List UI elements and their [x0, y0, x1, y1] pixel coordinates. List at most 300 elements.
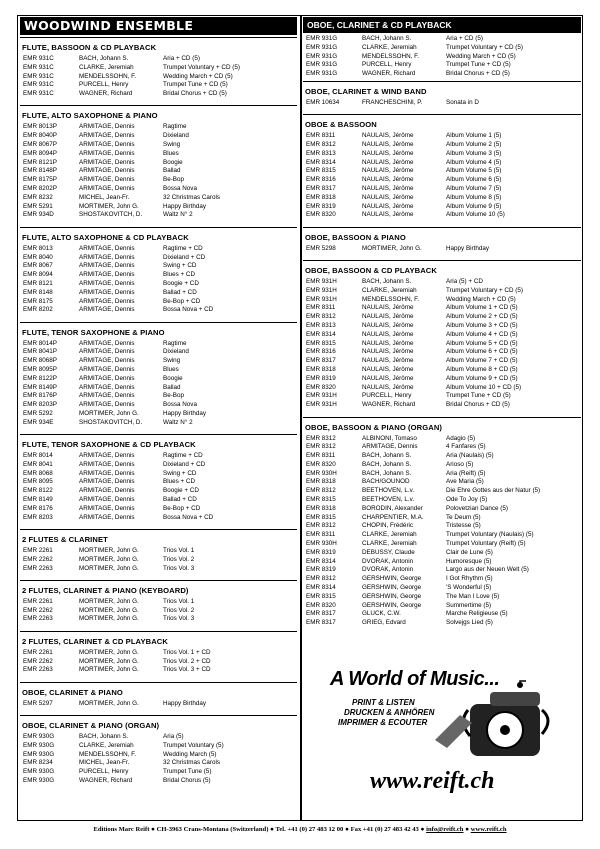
- catalog-number: EMR 2263: [23, 564, 53, 572]
- composer: BACH/GOUNOD: [362, 478, 410, 486]
- catalog-number: EMR 8314: [306, 584, 336, 592]
- section-rule: [303, 114, 581, 115]
- catalog-number: EMR 8068P: [23, 357, 57, 365]
- catalog-number: EMR 5297: [23, 699, 53, 707]
- list-item: [303, 461, 581, 470]
- work-title: Album Volume 8 + CD (5): [446, 366, 518, 374]
- list-item: [20, 461, 297, 470]
- catalog-number: EMR 8315: [306, 496, 336, 504]
- work-title: Bossa Nova + CD: [163, 306, 214, 314]
- work-title: 32 Christmas Carols: [163, 759, 221, 767]
- catalog-number: EMR 2262: [23, 657, 53, 665]
- composer: ARMITAGE, Dennis: [79, 460, 135, 468]
- catalog-number: EMR 8175P: [23, 176, 57, 184]
- composer: DEBUSSY, Claude: [362, 548, 415, 556]
- catalog-number: EMR 8149: [23, 496, 53, 504]
- catalog-number: EMR 8313: [306, 149, 336, 157]
- composer: MENDELSSOHN, F.: [362, 295, 420, 303]
- list-item: [303, 619, 581, 628]
- composer: ARMITAGE, Dennis: [79, 158, 135, 166]
- work-title: Album Volume 9 (5): [446, 202, 502, 210]
- list-item: [20, 375, 297, 384]
- work-title: Album Volume 4 + CD (5): [446, 330, 518, 338]
- list-item: [20, 64, 297, 73]
- work-title: Aria + CD (5): [163, 55, 200, 62]
- catalog-number: EMR 8013P: [23, 123, 57, 131]
- work-title: Album Volume 3 (5): [446, 149, 502, 157]
- footer: [0, 823, 600, 837]
- section-rule: [20, 434, 297, 435]
- section-title: OBOE, CLARINET & WIND BAND: [305, 86, 427, 96]
- composer: WAGNER, Richard: [79, 90, 133, 98]
- catalog-number: EMR 931H: [306, 392, 337, 400]
- list-item: [303, 185, 581, 194]
- catalog-number: EMR 931H: [306, 401, 337, 409]
- catalog-number: EMR 8014: [23, 452, 53, 460]
- work-title: Dixieland: [163, 348, 189, 356]
- composer: DVORAK, Antonin: [362, 557, 414, 565]
- list-item: [20, 565, 297, 574]
- composer: MORTIMER, John G.: [79, 546, 139, 554]
- work-title: Happy Birthday: [163, 202, 207, 210]
- catalog-number: EMR 8314: [306, 330, 336, 338]
- work-title: 4 Fanfares (5): [446, 443, 486, 451]
- list-item: [20, 556, 297, 565]
- composer: SHOSTAKOVITCH, D.: [79, 418, 143, 426]
- work-title: Be-Bop + CD: [163, 297, 201, 305]
- composer: BACH, Johann S.: [362, 460, 412, 468]
- composer: NAULAIS, Jérôme: [362, 149, 414, 157]
- catalog-number: EMR 8175: [23, 297, 53, 305]
- list-item: [20, 478, 297, 487]
- work-title: Ballad + CD: [163, 288, 197, 296]
- work-title: Trumpet Tune + CD (5): [163, 81, 228, 89]
- composer: CLARKE, Jeremiah: [79, 63, 134, 71]
- work-title: Ballad: [163, 383, 181, 391]
- list-item: [303, 296, 581, 305]
- list-item: [20, 90, 297, 99]
- work-title: Album Volume 7 (5): [446, 185, 502, 193]
- work-title: Trumpet Voluntary (5): [163, 741, 224, 749]
- catalog-number: EMR 8315: [306, 513, 336, 521]
- list-item: [20, 150, 297, 159]
- catalog-number: EMR 8202: [23, 306, 53, 314]
- catalog-section: [20, 682, 297, 709]
- catalog-number: EMR 8312: [306, 141, 336, 149]
- composer: MORTIMER, John G.: [79, 564, 139, 572]
- catalog-section: [20, 227, 297, 315]
- work-title: Ballad + CD: [163, 496, 197, 504]
- work-title: Wedding March + CD (5): [446, 52, 516, 60]
- catalog-number: EMR 8313: [306, 322, 336, 330]
- list-item: [303, 340, 581, 349]
- list-item: [20, 254, 297, 263]
- list-item: [303, 287, 581, 296]
- work-title: Ragtime: [163, 123, 187, 131]
- work-title: Wedding March + CD (5): [163, 72, 233, 80]
- composer: BACH, Johann S.: [362, 452, 412, 460]
- composer: WAGNER, Richard: [362, 70, 416, 78]
- list-item: [303, 61, 581, 70]
- work-title: Happy Birthday: [446, 244, 490, 252]
- work-title: Wedding March (5): [163, 750, 217, 758]
- composer: ALBINONI, Tomaso: [362, 434, 417, 442]
- composer: CHARPENTIER, M.A.: [362, 513, 424, 521]
- catalog-number: EMR 8316: [306, 176, 336, 184]
- catalog-number: EMR 930G: [23, 776, 55, 784]
- work-title: Blues + CD: [163, 478, 196, 486]
- list-item: [20, 615, 297, 624]
- catalog-number: EMR 8312: [306, 313, 336, 321]
- composer: ARMITAGE, Dennis: [79, 401, 135, 409]
- list-item: [303, 167, 581, 176]
- composer: ARMITAGE, Dennis: [79, 496, 135, 504]
- reift-logo[interactable]: [330, 668, 570, 816]
- catalog-number: EMR 2261: [23, 546, 53, 554]
- list-item: [303, 322, 581, 331]
- work-title: 32 Christmas Carols: [163, 193, 221, 201]
- list-item: [303, 176, 581, 185]
- list-item: [303, 593, 581, 602]
- catalog-number: EMR 8318: [306, 193, 336, 201]
- catalog-number: EMR 931C: [23, 81, 54, 89]
- list-item: [303, 505, 581, 514]
- catalog-number: EMR 931G: [306, 70, 338, 78]
- list-item: [303, 375, 581, 384]
- list-item: [20, 289, 297, 298]
- work-title: Album Volume 5 + CD (5): [446, 339, 518, 347]
- list-item: [303, 313, 581, 322]
- list-item: [20, 666, 297, 675]
- list-item: [20, 496, 297, 505]
- work-title: Ragtime + CD: [163, 244, 203, 252]
- work-title: Trumpet Tune + CD (5): [446, 61, 511, 69]
- list-item: [303, 549, 581, 558]
- work-title: Die Ehre Gottes aus der Natur (5): [446, 487, 541, 495]
- work-title: Album Volume 10 (5): [446, 211, 505, 219]
- composer: MORTIMER, John G.: [79, 648, 139, 656]
- composer: ARMITAGE, Dennis: [79, 478, 135, 486]
- catalog-number: EMR 8095P: [23, 366, 57, 374]
- composer: ARMITAGE, Dennis: [79, 366, 135, 374]
- list-item: [303, 194, 581, 203]
- catalog-number: EMR 931C: [23, 72, 54, 80]
- composer: ARMITAGE, Dennis: [79, 149, 135, 157]
- section-title: FLUTE, ALTO SAXOPHONE & PIANO: [22, 111, 158, 121]
- catalog-number: EMR 8320: [306, 460, 336, 468]
- composer: PURCELL, Henry: [362, 61, 412, 69]
- catalog-number: EMR 931C: [23, 90, 54, 98]
- composer: NAULAIS, Jérôme: [362, 158, 414, 166]
- composer: MENDELSSOHN, F.: [362, 52, 420, 60]
- work-title: Swing + CD: [163, 469, 197, 477]
- catalog-number: EMR 931G: [306, 43, 338, 51]
- list-item: [20, 340, 297, 349]
- work-title: Dixieland + CD: [163, 460, 206, 468]
- catalog-section: [303, 417, 581, 629]
- list-item: [303, 443, 581, 452]
- composer: MORTIMER, John G.: [79, 410, 139, 417]
- work-title: Humoresque (5): [446, 557, 492, 565]
- composer: BACH, Johann S.: [79, 55, 129, 62]
- composer: MORTIMER, John G.: [79, 657, 139, 665]
- work-title: Album Volume 1 + CD (5): [446, 304, 518, 312]
- catalog-section: [20, 322, 297, 428]
- list-item: [303, 566, 581, 575]
- catalog-section: [20, 105, 297, 220]
- catalog-number: EMR 8317: [306, 357, 336, 365]
- work-title: Album Volume 6 + CD (5): [446, 348, 518, 356]
- catalog-number: EMR 8318: [306, 504, 336, 512]
- list-item: [303, 384, 581, 393]
- list-item: [20, 271, 297, 280]
- list-item: [20, 348, 297, 357]
- work-title: Ode To Joy (5): [446, 496, 488, 504]
- work-title: Boogie + CD: [163, 487, 199, 495]
- composer: MICHEL, Jean-Fr.: [79, 759, 130, 767]
- right-header-list: [303, 35, 581, 79]
- composer: NAULAIS, Jérôme: [362, 348, 414, 356]
- section-rule: [20, 322, 297, 323]
- catalog-number: EMR 8040: [23, 253, 53, 261]
- work-title: Album Volume 10 + CD (5): [446, 383, 522, 391]
- composer: NAULAIS, Jérôme: [362, 313, 414, 321]
- composer: GRIEG, Edvard: [362, 619, 406, 627]
- work-title: Marche Religieuse (5): [446, 610, 508, 618]
- catalog-section: [20, 529, 297, 573]
- composer: MENDELSSOHN, F.: [79, 72, 137, 80]
- catalog-section: [303, 260, 581, 410]
- catalog-number: EMR 8317: [306, 610, 336, 618]
- work-title: Be-Bop + CD: [163, 504, 201, 512]
- composer: ARMITAGE, Dennis: [79, 357, 135, 365]
- catalog-number: EMR 930G: [23, 732, 55, 740]
- catalog-number: EMR 8311: [306, 132, 336, 140]
- composer: BACH, Johann S.: [362, 469, 412, 477]
- cd-player-illustration-icon: [430, 680, 560, 770]
- list-item: [20, 384, 297, 393]
- list-item: [20, 401, 297, 410]
- catalog-number: EMR 8312: [306, 434, 336, 442]
- work-title: Trumpet Tune + CD (5): [446, 392, 511, 400]
- catalog-number: EMR 8316: [306, 348, 336, 356]
- composer: MORTIMER, John G.: [79, 555, 139, 563]
- composer: ARMITAGE, Dennis: [362, 443, 418, 451]
- list-item: [20, 298, 297, 307]
- composer: MORTIMER, John G.: [79, 202, 139, 210]
- work-title: Album Volume 4 (5): [446, 158, 502, 166]
- list-item: [303, 540, 581, 549]
- catalog-number: EMR 5291: [23, 202, 53, 210]
- composer: ARMITAGE, Dennis: [79, 383, 135, 391]
- composer: ARMITAGE, Dennis: [79, 271, 135, 279]
- catalog-number: EMR 934D: [23, 211, 54, 219]
- catalog-number: EMR 8094: [23, 271, 53, 279]
- catalog-number: EMR 8067: [23, 262, 53, 270]
- composer: NAULAIS, Jérôme: [362, 141, 414, 149]
- work-title: Happy Birthday: [163, 410, 207, 417]
- page-title: WOODWIND ENSEMBLE: [20, 17, 297, 35]
- section-rule: [303, 260, 581, 261]
- catalog-number: EMR 8234: [23, 759, 53, 767]
- composer: PURCELL, Henry: [362, 392, 412, 400]
- catalog-number: EMR 8312: [306, 522, 336, 530]
- composer: WAGNER, Richard: [362, 401, 416, 409]
- catalog-number: EMR 931G: [306, 52, 338, 60]
- list-item: [20, 211, 297, 220]
- work-title: Ballad: [163, 167, 181, 175]
- composer: NAULAIS, Jérôme: [362, 202, 414, 210]
- catalog-number: EMR 8319: [306, 202, 336, 210]
- catalog-section: [20, 715, 297, 786]
- list-item: [303, 159, 581, 168]
- list-item: [303, 487, 581, 496]
- work-title: Dixieland: [163, 132, 189, 140]
- composer: CLARKE, Jeremiah: [79, 741, 134, 749]
- work-title: Boogie + CD: [163, 279, 199, 287]
- list-item: [20, 759, 297, 768]
- work-title: Trumpet Voluntary + CD (5): [446, 286, 523, 294]
- catalog-number: EMR 8318: [306, 366, 336, 374]
- list-item: [20, 514, 297, 523]
- catalog-number: EMR 930G: [23, 768, 55, 776]
- catalog-number: EMR 931C: [23, 63, 54, 71]
- logo-url[interactable]: www.reift.ch: [370, 768, 495, 794]
- catalog-number: EMR 931H: [306, 278, 337, 286]
- work-title: Aria (5) + CD: [446, 278, 483, 286]
- catalog-number: EMR 8068: [23, 469, 53, 477]
- list-item: [20, 357, 297, 366]
- composer: NAULAIS, Jérôme: [362, 211, 414, 219]
- composer: NAULAIS, Jérôme: [362, 176, 414, 184]
- list-item: [303, 203, 581, 212]
- composer: ARMITAGE, Dennis: [79, 392, 135, 400]
- work-title: Trios Vol. 3 + CD: [163, 666, 211, 674]
- work-title: Ave Maria (5): [446, 478, 484, 486]
- composer: ARMITAGE, Dennis: [79, 123, 135, 131]
- list-item: [303, 478, 581, 487]
- list-item: [20, 262, 297, 271]
- work-title: Largo aus der Neuen Welt (5): [446, 566, 529, 574]
- work-title: Album Volume 2 (5): [446, 141, 502, 149]
- work-title: Bridal Chorus + CD (5): [446, 401, 510, 409]
- catalog-number: EMR 8320: [306, 211, 336, 219]
- composer: NAULAIS, Jérôme: [362, 357, 414, 365]
- right-column: [303, 17, 581, 635]
- work-title: Tristesse (5): [446, 522, 481, 530]
- composer: ARMITAGE, Dennis: [79, 167, 135, 175]
- catalog-number: EMR 8320: [306, 383, 336, 391]
- list-item: [20, 55, 297, 64]
- catalog-section: [20, 631, 297, 675]
- work-title: Solvejgs Lied (5): [446, 619, 493, 627]
- catalog-number: EMR 8202P: [23, 185, 57, 193]
- list-item: [303, 452, 581, 461]
- catalog-number: EMR 8312: [306, 487, 336, 495]
- catalog-number: EMR 8319: [306, 566, 336, 574]
- work-title: Te Deum (5): [446, 513, 481, 521]
- list-item: [20, 751, 297, 760]
- catalog-number: EMR 8311: [306, 531, 336, 539]
- catalog-number: EMR 8040P: [23, 132, 57, 140]
- section-title: OBOE, CLARINET & PIANO (ORGAN): [22, 720, 160, 730]
- catalog-section: [303, 81, 581, 108]
- list-item: [20, 742, 297, 751]
- catalog-number: EMR 8315: [306, 339, 336, 347]
- catalog-number: EMR 8041P: [23, 348, 57, 356]
- list-item: [20, 649, 297, 658]
- catalog-number: EMR 8148: [23, 288, 53, 296]
- catalog-number: EMR 931H: [306, 295, 337, 303]
- catalog-number: EMR 8122: [23, 487, 53, 495]
- composer: NAULAIS, Jérôme: [362, 383, 414, 391]
- composer: MORTIMER, John G.: [362, 244, 422, 252]
- work-title: Clair de Lune (5): [446, 548, 493, 556]
- catalog-number: EMR 2262: [23, 555, 53, 563]
- work-title: Trumpet Voluntary (Naulais) (5): [446, 531, 534, 539]
- composer: FRANCHESCHINI, P.: [362, 98, 423, 106]
- list-item: [303, 211, 581, 220]
- work-title: Aria + CD (5): [446, 35, 483, 42]
- composer: ARMITAGE, Dennis: [79, 253, 135, 261]
- footer-email-link[interactable]: info@reift.ch: [426, 826, 464, 833]
- list-item: [20, 132, 297, 141]
- composer: ARMITAGE, Dennis: [79, 513, 135, 521]
- composer: ARMITAGE, Dennis: [79, 306, 135, 314]
- footer-contact: Editions Marc Reift ● CH-3963 Crans-Montana (Switzerland) ● Tel. +41 (0) 27 483 12 00 ● Fax +41 (0) 27 483 42 43 ●: [93, 826, 427, 833]
- list-item: [20, 419, 297, 428]
- list-item: [20, 470, 297, 479]
- work-title: Swing + CD: [163, 262, 197, 270]
- logo-line-3: IMPRIMER & ECOUTER: [338, 718, 428, 727]
- list-item: [20, 123, 297, 132]
- catalog-number: EMR 934E: [23, 418, 54, 426]
- catalog-number: EMR 8121: [23, 279, 53, 287]
- composer: BEETHOVEN, L.v.: [362, 496, 415, 504]
- work-title: Trios Vol. 1: [163, 546, 195, 554]
- catalog-number: EMR 8311: [306, 452, 336, 460]
- catalog-number: EMR 8314: [306, 158, 336, 166]
- section-rule: [20, 227, 297, 228]
- work-title: Blues: [163, 366, 179, 374]
- work-title: Happy Birthday: [163, 699, 207, 707]
- composer: ARMITAGE, Dennis: [79, 504, 135, 512]
- composer: ARMITAGE, Dennis: [79, 279, 135, 287]
- list-item: [20, 607, 297, 616]
- list-item: [20, 280, 297, 289]
- right-sections: [303, 81, 581, 628]
- work-title: Adagio (5): [446, 434, 476, 442]
- work-title: Ragtime: [163, 339, 187, 347]
- catalog-number: EMR 2262: [23, 606, 53, 614]
- catalog-number: EMR 5298: [306, 244, 336, 252]
- composer: ARMITAGE, Dennis: [79, 348, 135, 356]
- work-title: Trumpet Voluntary + CD (5): [446, 43, 523, 51]
- section-rule: [20, 715, 297, 716]
- section-rule: [20, 105, 297, 106]
- list-item: [303, 331, 581, 340]
- composer: ARMITAGE, Dennis: [79, 262, 135, 270]
- footer-web-link[interactable]: www.reift.ch: [470, 826, 507, 833]
- catalog-number: EMR 8317: [306, 619, 336, 627]
- list-item: [20, 203, 297, 212]
- list-item: [20, 81, 297, 90]
- work-title: Album Volume 5 (5): [446, 167, 502, 175]
- work-title: Trios Vol. 2: [163, 555, 195, 563]
- work-title: Boogie: [163, 158, 183, 166]
- composer: ARMITAGE, Dennis: [79, 185, 135, 193]
- list-item: [303, 35, 581, 44]
